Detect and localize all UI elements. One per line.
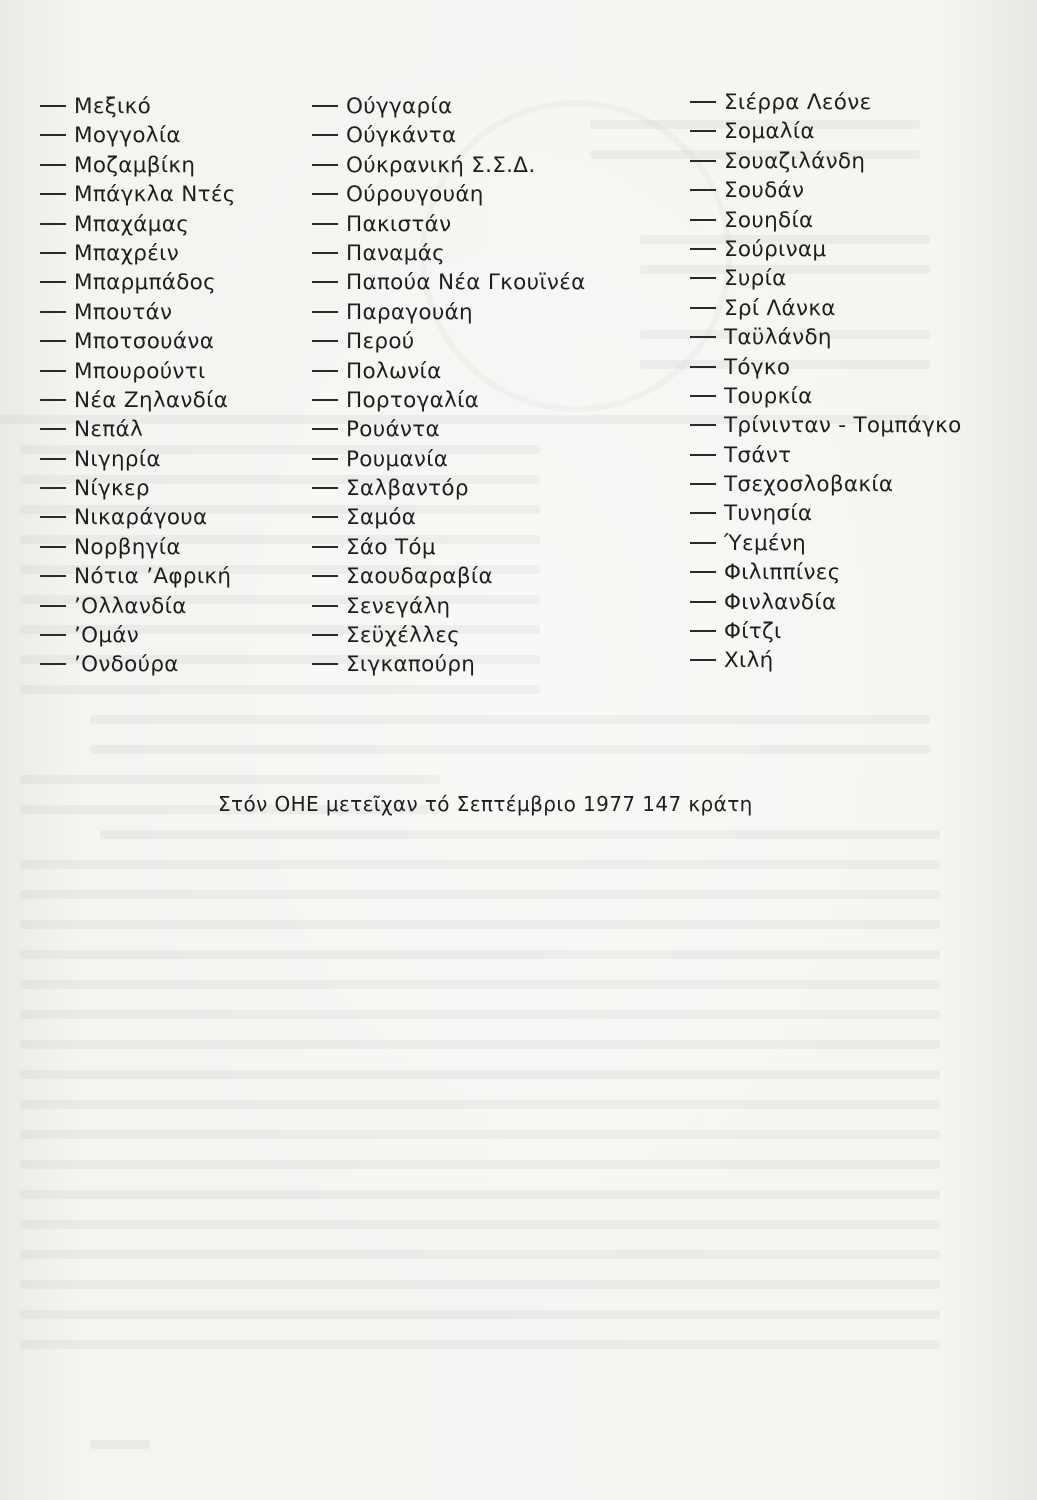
country-name: Χιλή	[724, 648, 774, 674]
list-item	[690, 88, 962, 117]
list-item	[312, 180, 586, 209]
list-item	[690, 117, 962, 146]
country-name: Φιλιππίνες	[724, 560, 841, 586]
list-item	[40, 474, 236, 503]
country-name: Σρί Λάνκα	[724, 295, 836, 321]
country-name: Ούκρανική Σ.Σ.Δ.	[346, 152, 536, 178]
list-item	[690, 353, 962, 382]
country-name: Μποτσουάνα	[74, 329, 215, 355]
list-item	[40, 621, 236, 650]
list-item	[40, 357, 236, 386]
list-item	[40, 327, 236, 356]
list-item	[40, 180, 236, 209]
dash	[40, 663, 66, 665]
list-item	[312, 327, 586, 356]
country-name: Ούρουγουάη	[346, 182, 484, 208]
country-name: Μεξικό	[74, 94, 152, 119]
dash	[690, 277, 716, 279]
country-name: Τσεχοσλοβακία	[724, 472, 894, 498]
country-name: Τόγκο	[724, 354, 791, 380]
dash	[690, 512, 716, 514]
country-name: Σουαζιλάνδη	[724, 148, 866, 174]
country-name: Πολωνία	[346, 358, 442, 384]
country-name: Τρίνινταν - Τομπάγκο	[724, 413, 962, 439]
dash	[40, 516, 66, 518]
dash	[690, 630, 716, 632]
list-item	[312, 210, 586, 239]
list-item	[40, 92, 236, 121]
dash	[690, 307, 716, 309]
dash	[312, 428, 338, 430]
list-item	[690, 235, 962, 264]
country-name: Μπουτάν	[74, 299, 173, 325]
list-item	[690, 499, 962, 528]
country-name: Μπαχάμας	[74, 211, 190, 237]
country-name: Νιγηρία	[74, 446, 161, 472]
dash	[312, 546, 338, 548]
country-name: Τυνησία	[724, 501, 813, 527]
list-item	[690, 588, 962, 617]
country-name: Ρουμανία	[346, 446, 449, 472]
list-item	[690, 617, 962, 646]
dash	[312, 605, 338, 607]
country-name: Συρία	[724, 266, 787, 292]
country-name: Μπουρούντι	[74, 358, 206, 384]
country-column-2	[312, 92, 586, 680]
country-name: Σαμόα	[346, 505, 417, 531]
country-name: Μογγολία	[74, 123, 181, 149]
dash	[40, 340, 66, 342]
list-item	[690, 294, 962, 323]
dash	[312, 487, 338, 489]
dash	[690, 571, 716, 573]
dash	[690, 219, 716, 221]
country-column-1	[40, 92, 236, 680]
country-name: Νεπάλ	[74, 417, 144, 443]
list-item	[690, 558, 962, 587]
country-name: Μοζαμβίκη	[74, 152, 196, 178]
dash	[690, 189, 716, 191]
dash	[40, 311, 66, 313]
country-name: Ύεμένη	[724, 530, 807, 556]
dash	[312, 370, 338, 372]
country-name: Σαουδαραβία	[346, 564, 493, 590]
country-name: Παπούα Νέα Γκουϊνέα	[346, 270, 586, 296]
dash	[312, 134, 338, 136]
dash	[40, 370, 66, 372]
list-item	[312, 298, 586, 327]
country-name: Μπαχρέιν	[74, 240, 180, 266]
dash	[690, 542, 716, 544]
list-item	[40, 268, 236, 297]
dash	[690, 248, 716, 250]
dash	[312, 634, 338, 636]
list-item	[690, 264, 962, 293]
dash	[40, 458, 66, 460]
country-name: Νέα Ζηλανδία	[74, 387, 229, 413]
dash	[312, 164, 338, 166]
list-item	[312, 151, 586, 180]
dash	[690, 366, 716, 368]
list-item	[312, 474, 586, 503]
list-item	[40, 239, 236, 268]
country-name: Μπαρμπάδος	[74, 270, 217, 296]
country-name: Σεϋχέλλες	[346, 623, 461, 649]
dash	[312, 516, 338, 518]
list-item	[690, 323, 962, 352]
list-item	[40, 298, 236, 327]
list-item	[40, 386, 236, 415]
list-item	[40, 210, 236, 239]
country-name: Σιέρρα Λεόνε	[724, 90, 872, 115]
list-item	[40, 151, 236, 180]
list-item	[690, 411, 962, 440]
list-item	[690, 176, 962, 205]
list-item	[312, 503, 586, 532]
list-item	[690, 147, 962, 176]
country-name: Σαλβαντόρ	[346, 476, 469, 502]
dash	[40, 164, 66, 166]
list-item	[40, 650, 236, 679]
country-name: Σουδάν	[724, 178, 805, 204]
dash	[312, 340, 338, 342]
country-name: Τουρκία	[724, 383, 813, 409]
dash	[40, 634, 66, 636]
list-item	[690, 206, 962, 235]
list-item	[312, 415, 586, 444]
dash	[690, 483, 716, 485]
list-item	[690, 382, 962, 411]
list-item	[40, 445, 236, 474]
dash	[40, 399, 66, 401]
dash	[40, 428, 66, 430]
country-name: Παραγουάη	[346, 299, 473, 325]
dash	[690, 130, 716, 132]
country-name: ’Ομάν	[74, 623, 140, 649]
dash	[312, 223, 338, 225]
country-name: Τσάντ	[724, 442, 792, 468]
list-item	[40, 562, 236, 591]
dash	[312, 281, 338, 283]
dash	[690, 101, 716, 103]
country-name: Πακιστάν	[346, 211, 452, 237]
dash	[312, 575, 338, 577]
list-item	[40, 121, 236, 150]
list-item	[690, 441, 962, 470]
dash	[40, 575, 66, 577]
list-item	[312, 562, 586, 591]
dash	[690, 601, 716, 603]
list-item	[312, 239, 586, 268]
country-name: Μπάγκλα Ντές	[74, 182, 236, 208]
dash	[312, 311, 338, 313]
list-item	[40, 592, 236, 621]
country-name: ’Ολλανδία	[74, 593, 187, 619]
dash	[40, 105, 66, 107]
dash	[40, 281, 66, 283]
country-name: ’Ονδούρα	[74, 652, 179, 678]
list-item	[690, 529, 962, 558]
list-item	[40, 533, 236, 562]
dash	[40, 605, 66, 607]
country-name: Ταϋλάνδη	[724, 325, 832, 351]
list-item	[690, 470, 962, 499]
dash	[690, 454, 716, 456]
country-name: Νότια ’Αφρική	[74, 564, 232, 590]
list-item	[312, 621, 586, 650]
country-name: Νορβηγία	[74, 534, 181, 560]
member-count-caption: Στόν ΟΗΕ μετεῖχαν τό Σεπτέμβριο 1977 147 κράτη	[218, 792, 753, 816]
dash	[40, 487, 66, 489]
dash	[312, 399, 338, 401]
country-name: Φίτζι	[724, 619, 782, 645]
dash	[312, 193, 338, 195]
list-item	[312, 445, 586, 474]
list-item	[312, 121, 586, 150]
dash	[690, 336, 716, 338]
list-item	[312, 592, 586, 621]
dash	[312, 663, 338, 665]
dash	[690, 659, 716, 661]
dash	[690, 424, 716, 426]
list-item	[312, 386, 586, 415]
country-name: Σούριναμ	[724, 236, 827, 262]
country-name: Πορτογαλία	[346, 387, 480, 413]
list-item	[312, 268, 586, 297]
list-item	[312, 92, 586, 121]
list-item	[312, 533, 586, 562]
country-name: Σιγκαπούρη	[346, 652, 476, 678]
list-item	[40, 415, 236, 444]
country-name: Σενεγάλη	[346, 593, 451, 619]
list-item	[312, 650, 586, 679]
country-name: Σουηδία	[724, 207, 814, 233]
country-name: Παναμάς	[346, 240, 446, 266]
list-item	[312, 357, 586, 386]
list-item	[40, 503, 236, 532]
country-name: Ούγκάντα	[346, 123, 457, 149]
country-name: Νικαράγουα	[74, 505, 208, 531]
dash	[40, 546, 66, 548]
country-name: Σομαλία	[724, 119, 815, 145]
dash	[312, 105, 338, 107]
dash	[690, 395, 716, 397]
country-column-3	[690, 88, 962, 676]
list-item	[690, 646, 962, 675]
country-name: Ρουάντα	[346, 417, 440, 443]
dash	[312, 458, 338, 460]
country-name: Φινλανδία	[724, 589, 837, 615]
dash	[40, 223, 66, 225]
dash	[312, 252, 338, 254]
dash	[690, 160, 716, 162]
dash	[40, 252, 66, 254]
country-name: Νίγκερ	[74, 476, 150, 502]
country-name: Περού	[346, 329, 415, 355]
country-name: Ούγγαρία	[346, 94, 453, 119]
country-name: Σάο Τόμ	[346, 534, 436, 560]
dash	[40, 134, 66, 136]
dash	[40, 193, 66, 195]
